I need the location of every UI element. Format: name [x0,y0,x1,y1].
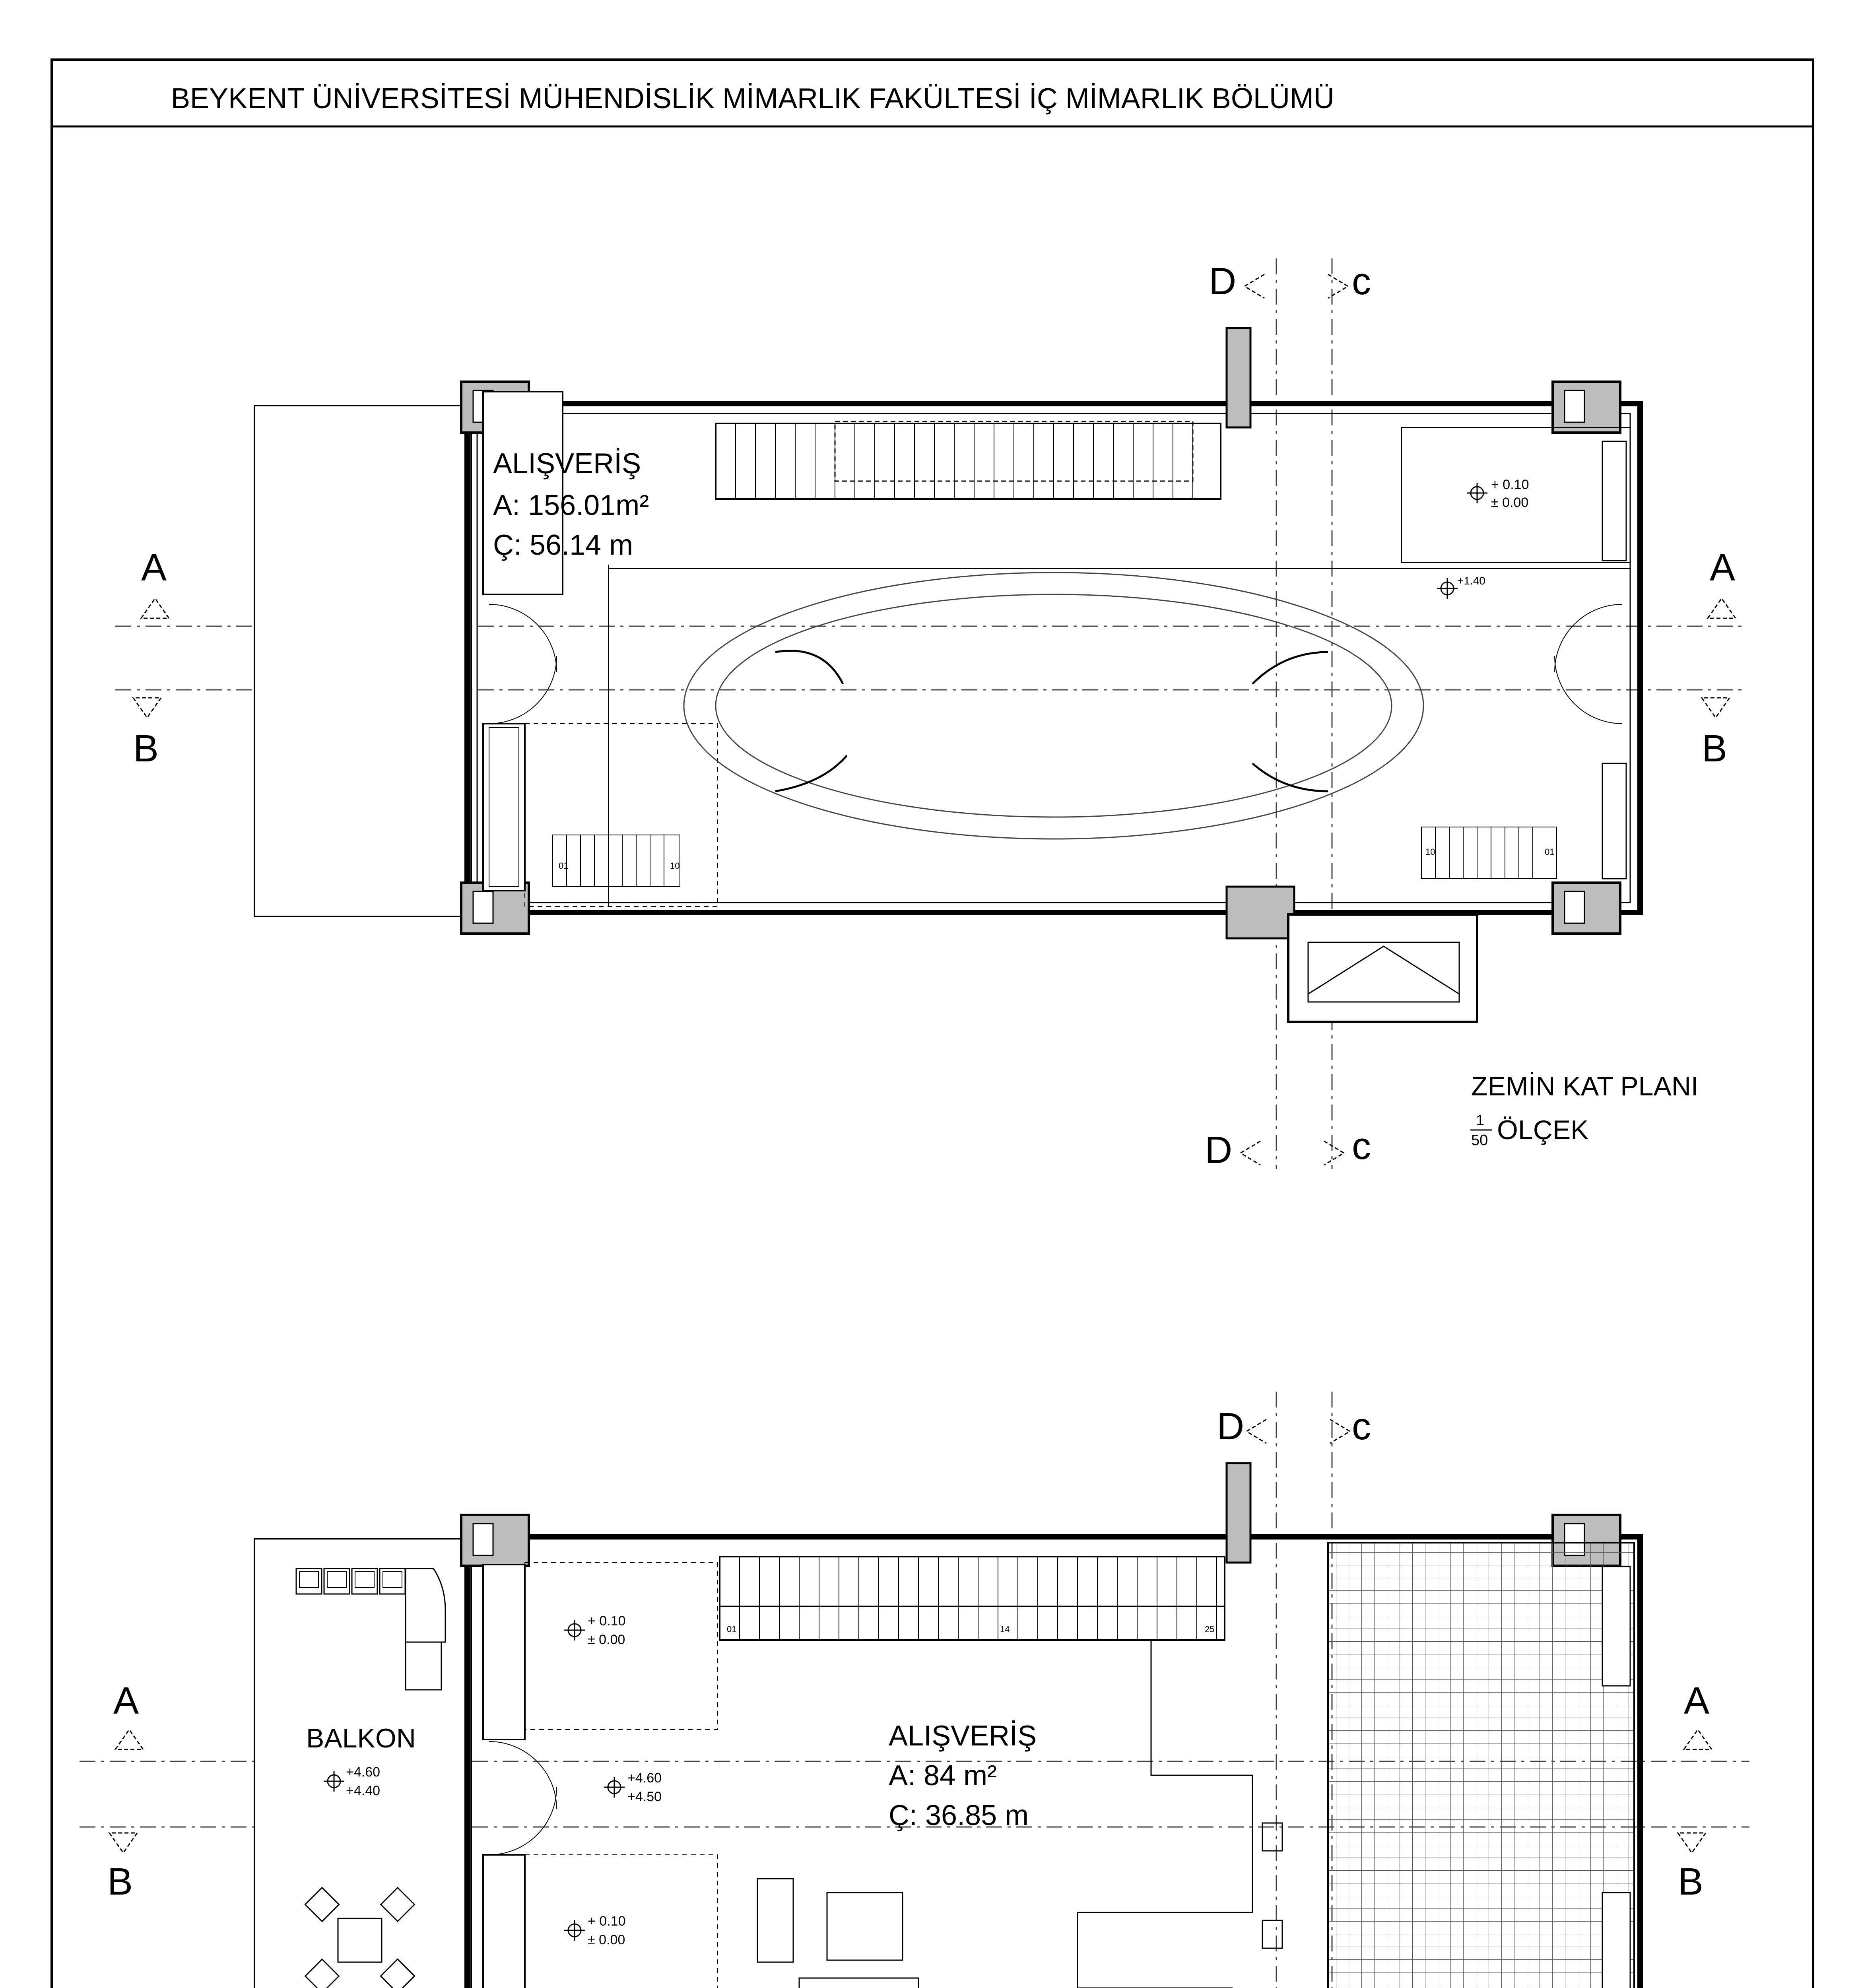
ground-plan-title: ZEMİN KAT PLANI [1471,1071,1699,1101]
mz-section-d-top: D [1217,1405,1245,1448]
upper-level-bottom: ± 0.00 [588,1632,625,1647]
stair-number: 01 [559,861,569,871]
mezzanine-void-grid [1328,1543,1634,1988]
mezzanine-room-area: A: 84 m² [889,1760,997,1792]
section-marker-b: B [133,727,159,770]
center-level-top: +4.60 [627,1771,662,1786]
section-marker-a-right: A [1710,546,1736,589]
sheet-title: BEYKENT ÜNİVERSİTESİ MÜHENDİSLİK MİMARLIK FAKÜLTESİ İÇ MİMARLIK BÖLÜMÜ [171,83,1334,115]
section-marker-b-right: B [1702,727,1728,770]
mz-section-a: A [113,1679,139,1722]
central-display-outline [684,573,1423,839]
mz-section-a-right: A [1684,1679,1710,1722]
main-staircase [716,421,1221,499]
center-level-bottom: +4.50 [627,1789,662,1804]
ground-room-name: ALIŞVERİŞ [493,448,641,480]
ground-level-bottom: ± 0.00 [1491,495,1529,510]
balcony-name: BALKON [306,1723,416,1753]
section-marker-d-bottom: D [1205,1129,1233,1171]
section-marker-c-bottom: c [1352,1125,1371,1167]
stair-number: 14 [1000,1624,1010,1634]
balcony-level-top: +4.60 [346,1765,381,1780]
ground-scale-num: 1 [1476,1112,1485,1129]
ground-scale-word: ÖLÇEK [1497,1115,1589,1145]
upper-level-top: + 0.10 [588,1613,626,1629]
ground-level-top: + 0.10 [1491,477,1529,492]
mezzanine-staircase [720,1557,1225,1640]
entrance-canopy [254,406,471,916]
stair-number: 10 [670,861,680,871]
stair-number: 01 [1545,847,1555,857]
stair-number: 25 [1205,1624,1215,1634]
stair-number: 10 [1425,847,1435,857]
elevator-shaft [1288,914,1477,1022]
stair-number: 01 [727,1624,737,1634]
mezzanine-room-perimeter: Ç: 36.85 m [889,1800,1029,1831]
mezzanine-plan [80,1392,1749,1988]
ground-scale-den: 50 [1471,1132,1488,1149]
ground-room-perimeter: Ç: 56.14 m [493,529,633,561]
mz-section-b: B [107,1860,133,1903]
ground-room-area: A: 156.01m² [493,489,649,521]
balcony-level-bottom: +4.40 [346,1783,381,1798]
mz-section-b-right: B [1678,1860,1704,1903]
lower-level-bottom: ± 0.00 [588,1932,625,1947]
section-marker-d-top: D [1209,260,1237,303]
mezzanine-room-name: ALIŞVERİŞ [889,1720,1037,1752]
mz-section-c-top: c [1352,1405,1371,1448]
lower-level-top: + 0.10 [588,1914,626,1929]
ground-level-side: +1.40 [1457,575,1485,587]
section-marker-a: A [141,546,167,589]
section-marker-c-top: c [1352,260,1371,303]
ground-floor-plan [115,258,1742,1171]
